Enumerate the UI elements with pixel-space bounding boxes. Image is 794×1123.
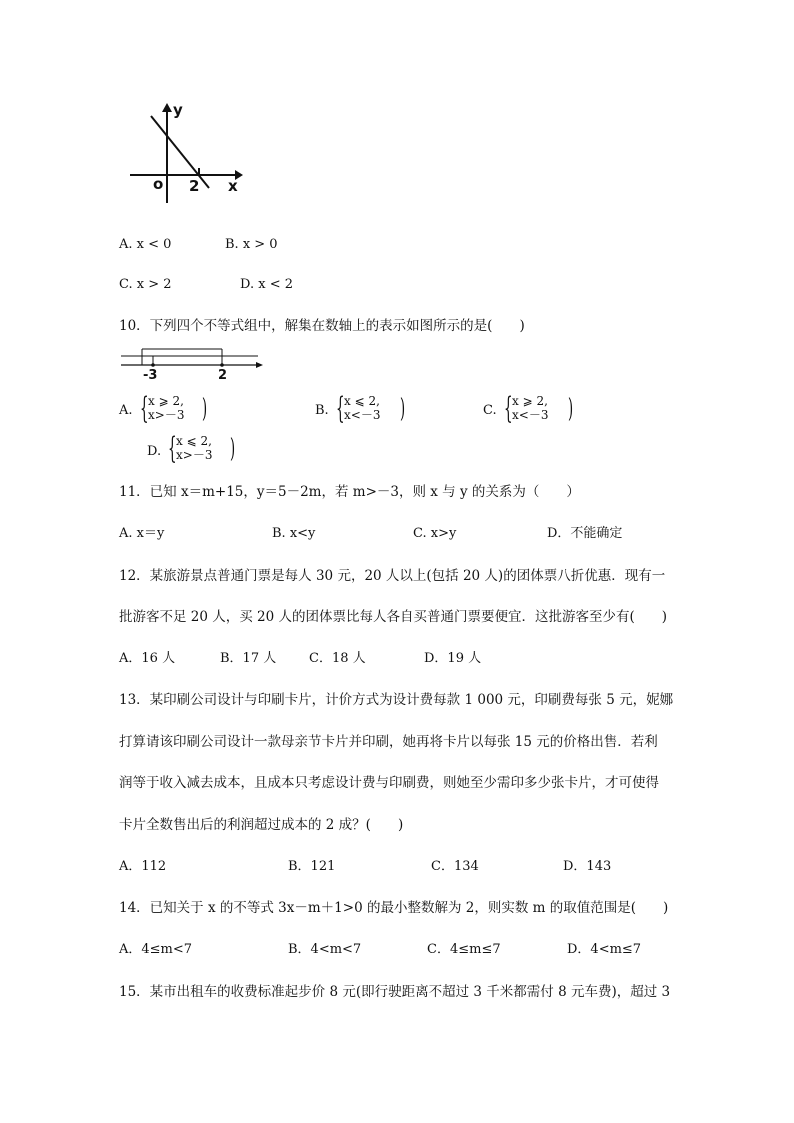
axis-arrow <box>256 362 263 368</box>
q13-line-4: 卡片全数售出后的利润超过成本的 2 成？( ) <box>119 817 404 833</box>
q14-option-a: A．4≤m<7 <box>119 942 193 957</box>
q12-option-d: D．19 人 <box>424 651 482 666</box>
q10-option-c-system <box>504 391 579 426</box>
q10-option-b-label: B. <box>315 403 329 418</box>
q14-option-d: D．4<m≤7 <box>567 942 642 957</box>
q9-line-graph <box>125 100 255 205</box>
tick-label-neg3: -3 <box>143 368 158 381</box>
q13-line-3: 润等于收入减去成本，且成本只考虑设计费与印刷费，则她至少需印多少张卡片，才可使得 <box>119 775 659 791</box>
left-brace: { <box>336 391 345 426</box>
q13-option-c: C．134 <box>431 859 479 874</box>
q13-option-a: A．112 <box>119 859 167 874</box>
q10-stem: 10．下列四个不等式组中，解集在数轴上的表示如图所示的是( ) <box>119 318 525 334</box>
q14-option-c: C．4≤m≤7 <box>427 942 501 957</box>
q11-option-c: C. x>y <box>413 526 457 541</box>
y-axis-arrow <box>162 103 172 112</box>
q12-option-b: B．17 人 <box>220 651 277 666</box>
q10-option-c-label: C. <box>483 403 497 418</box>
system-line-1: x ⩽ 2, <box>176 434 212 448</box>
q13-option-b: B．121 <box>288 859 336 874</box>
q13-line-1: 13．某印刷公司设计与印刷卡片，计价方式为设计费每款 1 000 元，印刷费每张 5 元，妮娜 <box>119 692 674 708</box>
right-brace: ) <box>400 394 406 424</box>
q10-option-b-system <box>336 391 411 426</box>
left-brace: { <box>140 391 149 426</box>
q9-option-d: D. x < 2 <box>240 277 293 292</box>
system-line-2: x<－3 <box>344 408 381 422</box>
q11-option-d: D．不能确定 <box>547 526 623 541</box>
left-brace: { <box>168 431 177 466</box>
q12-line-2: 批游客不足 20 人，买 20 人的团体票比每人各自买普通门票要便宜．这批游客至少有( ) <box>119 609 668 625</box>
tick-label-2: 2 <box>218 368 228 381</box>
origin-label: o <box>153 175 164 193</box>
system-line-1: x ⩾ 2, <box>512 394 548 408</box>
q11-option-a: A. x＝y <box>119 526 165 541</box>
q12-option-c: C．18 人 <box>309 651 366 666</box>
right-brace: ) <box>230 434 236 464</box>
point-2 <box>220 363 224 367</box>
q10-option-a-label: A. <box>119 403 133 418</box>
tick-label-2: 2 <box>189 177 200 195</box>
system-line-2: x>－3 <box>176 448 213 462</box>
system-line-1: x ⩽ 2, <box>344 394 380 408</box>
system-line-2: x>－3 <box>148 408 185 422</box>
q11-option-b: B. x<y <box>272 526 316 541</box>
q9-option-c: C. x > 2 <box>119 277 172 292</box>
q13-line-2: 打算请该印刷公司设计一款母亲节卡片并印刷，她再将卡片以每张 15 元的价格出售．若利 <box>119 734 658 750</box>
q13-option-d: D．143 <box>563 859 612 874</box>
system-line-1: x ⩾ 2, <box>148 394 184 408</box>
q9-option-b: B. x > 0 <box>225 237 278 252</box>
q10-number-line <box>118 345 268 381</box>
system-line-2: x<－3 <box>512 408 549 422</box>
point-neg3 <box>151 363 155 367</box>
q10-option-d-label: D. <box>147 444 162 459</box>
q12-option-a: A．16 人 <box>119 651 176 666</box>
q14-option-b: B．4<m<7 <box>288 942 362 957</box>
q12-line-1: 12．某旅游景点普通门票是每人 30 元，20 人以上(包括 20 人)的团体票八折优惠．现有一 <box>119 568 666 584</box>
x-label: x <box>228 177 238 195</box>
right-brace: ) <box>568 394 574 424</box>
q11-stem: 11．已知 x＝m+15，y＝5－2m，若 m>－3，则 x 与 y 的关系为（ ） <box>119 484 580 500</box>
y-label: y <box>173 101 183 119</box>
q9-option-a: A. x < 0 <box>119 237 172 252</box>
q10-option-a-system <box>140 391 215 426</box>
left-brace: { <box>504 391 513 426</box>
q15-stem: 15．某市出租车的收费标准起步价 8 元(即行驶距离不超过 3 千米都需付 8 元车费)，超过 3 <box>119 984 671 1000</box>
q10-option-d-system <box>168 431 243 466</box>
q14-stem: 14．已知关于 x 的不等式 3x－m＋1>0 的最小整数解为 2，则实数 m 的取值范围是( ) <box>119 900 669 916</box>
right-brace: ) <box>202 394 208 424</box>
